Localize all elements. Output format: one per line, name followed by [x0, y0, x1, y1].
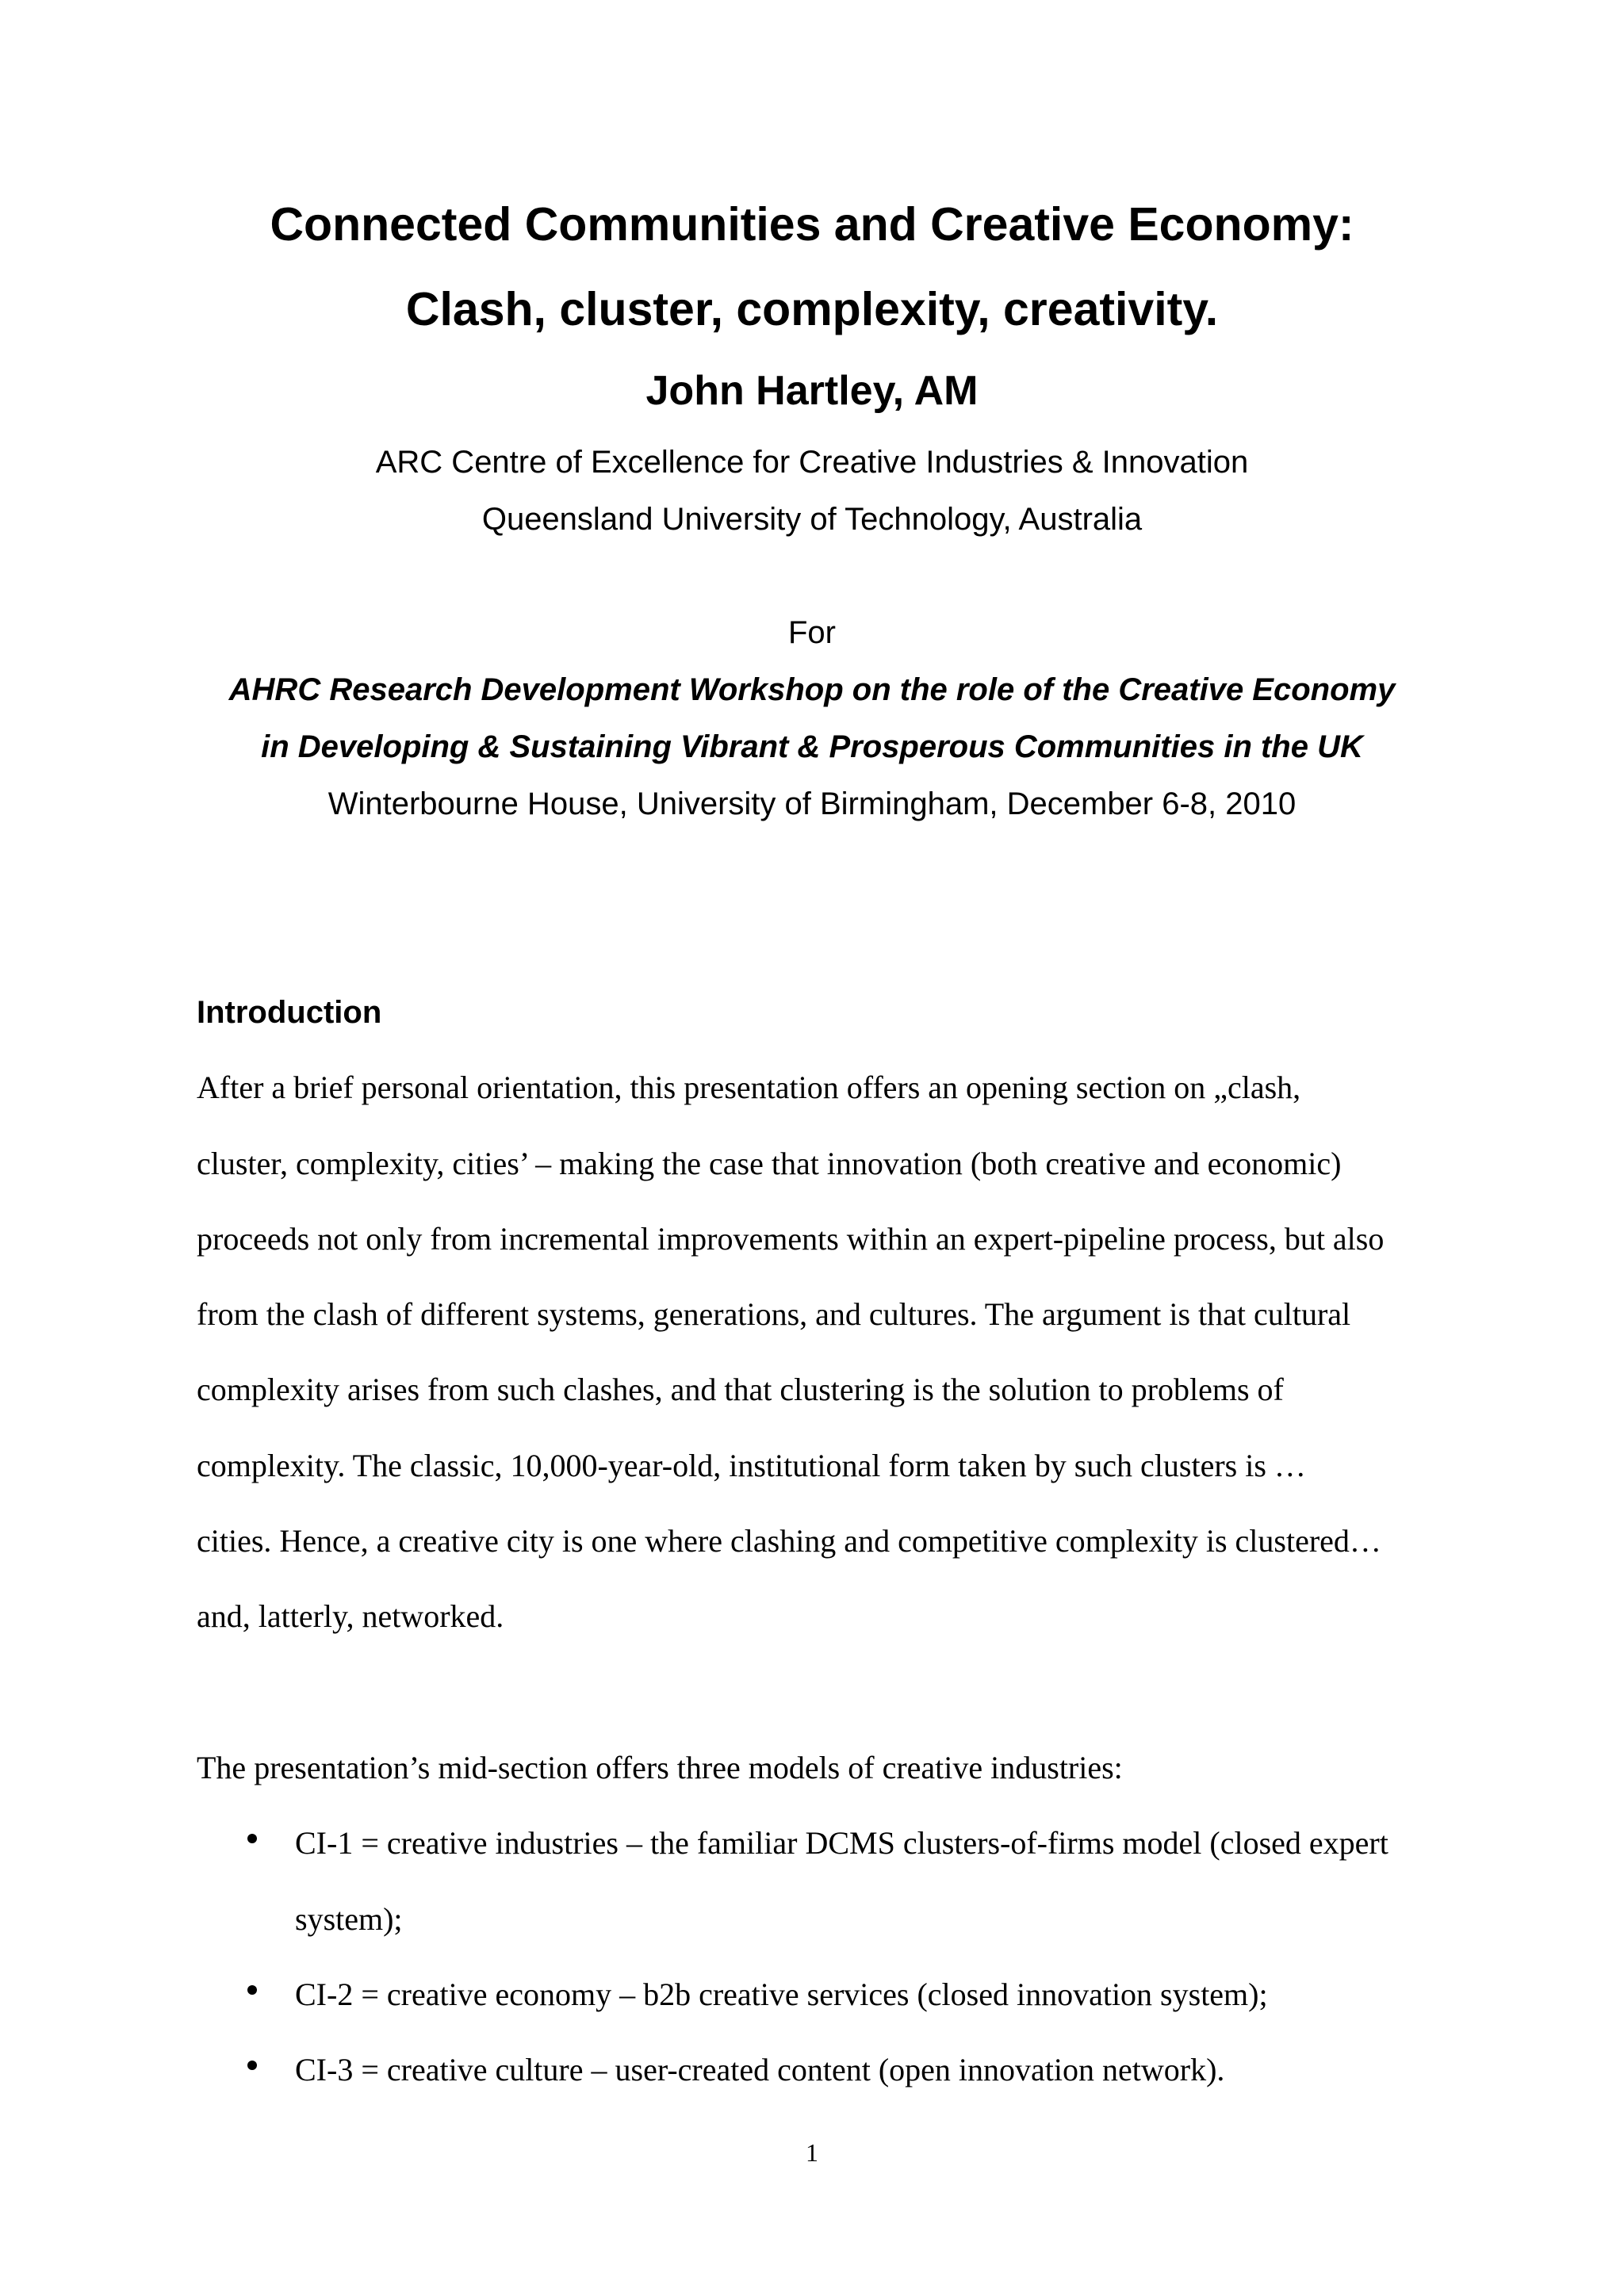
intro-paragraph-line: cluster, complexity, cities’ – making the case that innovation (both creative and economic) [197, 1146, 1342, 1181]
intro-paragraph-line: from the clash of different systems, generations, and cultures. The argument is that cultural [197, 1296, 1351, 1332]
section-heading-introduction: Introduction [197, 995, 382, 1030]
intro-paragraph-line: and, latterly, networked. [197, 1598, 504, 1634]
title-line-1: Connected Communities and Creative Economy: [270, 198, 1354, 251]
bullet-marker [247, 2061, 257, 2070]
bullet-item-ci-2: CI-2 = creative economy – b2b creative services (closed innovation system); [295, 1976, 1268, 2012]
mid-section-paragraph: The presentation’s mid-section offers three models of creative industries: [197, 1750, 1123, 1785]
bullet-item-ci-3: CI-3 = creative culture – user-created content (open innovation network). [295, 2052, 1225, 2087]
intro-paragraph-line: proceeds not only from incremental improvements within an expert-pipeline process, but also [197, 1221, 1385, 1257]
affiliation-line-2: Queensland University of Technology, Australia [481, 502, 1143, 537]
workshop-line-1: AHRC Research Development Workshop on the role of the Creative Economy [228, 672, 1396, 707]
intro-paragraph-line: After a brief personal orientation, this presentation offers an opening section on „clash, [197, 1070, 1301, 1105]
workshop-line-2: in Developing & Sustaining Vibrant & Prosperous Communities in the UK [261, 729, 1363, 764]
affiliation-line-1: ARC Centre of Excellence for Creative Industries & Innovation [375, 445, 1249, 480]
for-label: For [788, 615, 836, 650]
bullet-item-ci-1: CI-1 = creative industries – the familiar DCMS clusters-of-firms model (closed expert [295, 1825, 1388, 1861]
workshop-venue: Winterbourne House, University of Birmingham, December 6-8, 2010 [327, 786, 1297, 821]
intro-paragraph-line: complexity arises from such clashes, and that clustering is the solution to problems of [197, 1372, 1284, 1407]
page-number: 1 [806, 2138, 818, 2167]
bullet-marker [247, 1985, 257, 1995]
title-line-2: Clash, cluster, complexity, creativity. [405, 283, 1219, 335]
bullet-item-ci-1-continuation: system); [295, 1901, 403, 1937]
bullet-marker [247, 1834, 257, 1843]
intro-paragraph-line: complexity. The classic, 10,000-year-old, institutional form taken by such clusters is … [197, 1448, 1306, 1483]
intro-paragraph-line: cities. Hence, a creative city is one where clashing and competitive complexity is clustered… [197, 1523, 1381, 1559]
author-name: John Hartley, AM [645, 368, 979, 414]
